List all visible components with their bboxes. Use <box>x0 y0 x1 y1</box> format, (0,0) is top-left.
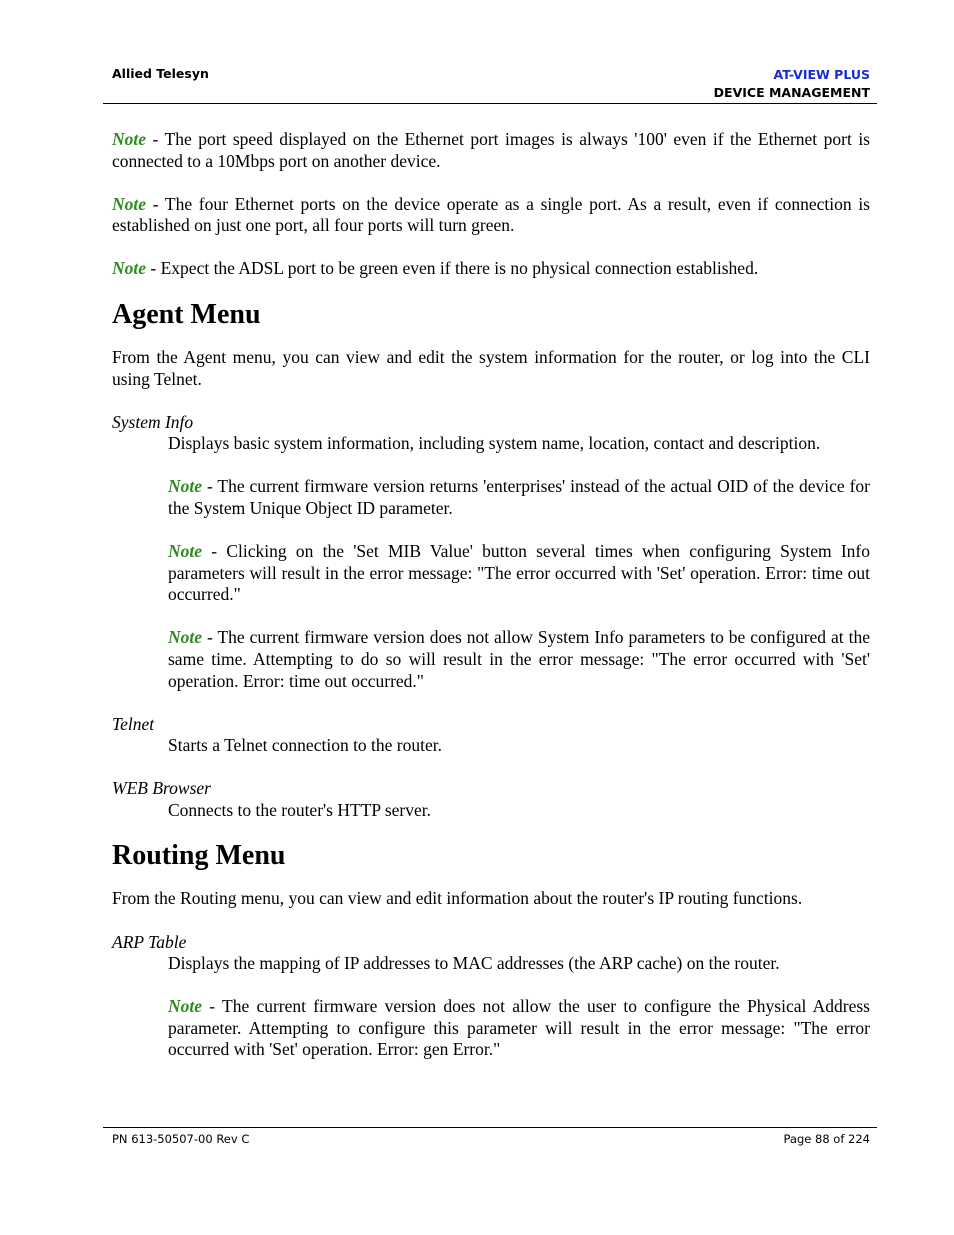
arp-table-term: ARP Table <box>112 931 187 952</box>
arp-table-body <box>168 953 870 1061</box>
header-divider <box>103 103 877 104</box>
intro-note-1: Note - The port speed displayed on the Ethernet port images is always '100' even if the Ethernet port is connected to a 10Mbps port on another device. <box>112 129 870 171</box>
note-label: Note <box>168 476 203 497</box>
note-label: Note <box>112 193 147 214</box>
web-browser-desc: Connects to the router's HTTP server. <box>168 799 432 820</box>
agent-intro: From the Agent menu, you can view and edit the system information for the router, or log into the CLI using Telnet. <box>112 346 870 389</box>
agent-menu-heading: Agent Menu <box>112 298 261 330</box>
footer-divider <box>103 1127 877 1128</box>
header-company: Allied Telesyn <box>112 66 209 81</box>
telnet-desc: Starts a Telnet connection to the router. <box>168 735 443 756</box>
arp-table-note: Note - The current firmware version does not allow the user to configure the Physical Address parameter. Attempting to configure this parameter will result in the error message: "The error occurred with 'Set' operation. Error: gen Error." <box>168 996 870 1060</box>
system-info-note-1: Note - The current firmware version returns 'enterprises' instead of the actual OID of the device for the System Unique Object ID parameter. <box>168 476 870 518</box>
intro-note-3: Note - Expect the ADSL port to be green even if there is no physical connection established. <box>112 258 759 279</box>
intro-note-2: Note - The four Ethernet ports on the device operate as a single port. As a result, even if connection is established on just one port, all four ports will turn green. <box>112 193 870 236</box>
note-label: Note <box>168 627 203 648</box>
system-info-note-3: Note - The current firmware version does not allow System Info parameters to be configured at the same time. Attempting to do so will result in the error message: "The error occurred with 'Set' operation. Error: time out occurred." <box>168 627 870 691</box>
note-label: Note <box>112 258 147 279</box>
footer-part-number: PN 613-50507-00 Rev C <box>112 1132 250 1146</box>
header-product: AT-VIEW PLUS <box>773 67 870 82</box>
system-info-body <box>168 433 870 692</box>
note-label: Note <box>168 996 203 1017</box>
routing-intro: From the Routing menu, you can view and edit information about the router's IP routing functions. <box>112 888 803 909</box>
system-info-note-2: Note - Clicking on the 'Set MIB Value' button several times when configuring System Info parameters will result in the error message: "The error occurred with 'Set' operation. Error: time out occurred." <box>168 541 870 605</box>
footer-page-number: Page 88 of 224 <box>783 1132 870 1146</box>
note-label: Note <box>112 129 147 149</box>
system-info-term: System Info <box>112 411 194 432</box>
note-label: Note <box>168 541 203 562</box>
system-info-desc: Displays basic system information, including system name, location, contact and description. <box>168 433 821 454</box>
page-content <box>112 129 870 1061</box>
routing-menu-heading: Routing Menu <box>112 840 286 872</box>
header-section: DEVICE MANAGEMENT <box>713 85 870 100</box>
web-browser-term: WEB Browser <box>112 778 211 799</box>
arp-table-desc: Displays the mapping of IP addresses to MAC addresses (the ARP cache) on the router. <box>168 953 780 974</box>
header-titles <box>714 66 870 102</box>
telnet-term: Telnet <box>112 713 155 734</box>
